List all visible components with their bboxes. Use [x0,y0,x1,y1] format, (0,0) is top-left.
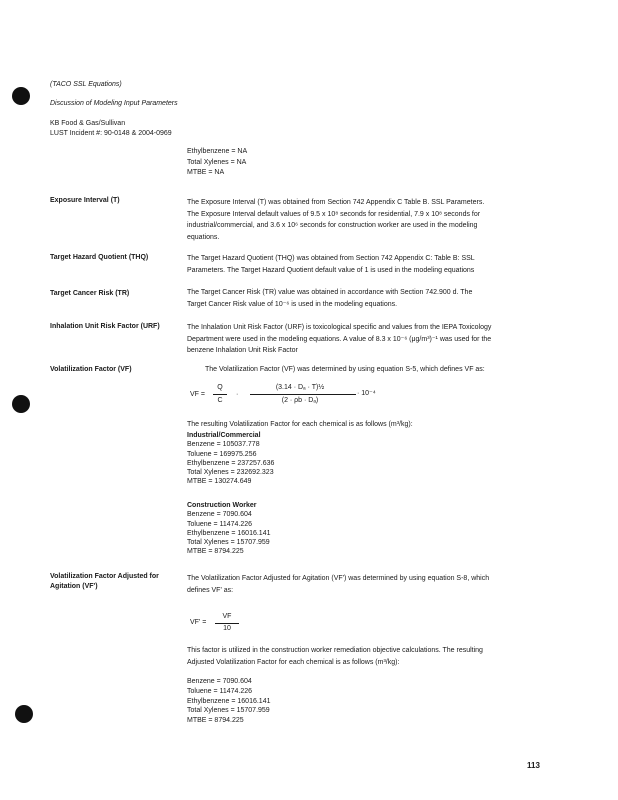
paragraph-line: The Target Cancer Risk (TR) value was obtained in accordance with Section 742.900 d. The [187,289,473,296]
paragraph-line: equations. [187,233,220,241]
vf-equation-dot: · [236,391,239,398]
list-item: MTBE = 8794.225 [187,548,244,556]
target-hazard-quotient-text [187,253,572,276]
paragraph-line: The Target Hazard Quotient (THQ) was obtained from Section 742 Appendix C: Table B: SSL [187,255,475,262]
vf-equation-q-bar [213,394,227,395]
vf-equation-fraction-bar [250,394,356,395]
paragraph-line: industrial/commercial, and 3.6 x 10⁶ seconds for construction worker are used in the modeling [187,222,478,229]
list-item: Benzene = 7090.604 [187,511,252,519]
list-item: Ethylbenzene = 237257.636 [187,459,275,467]
header-equations-title: (TACO SSL Equations) [50,81,122,88]
list-item: MTBE = NA [187,169,225,176]
list-item: Ethylbenzene = 16016.141 [187,529,271,537]
punch-hole-bottom [15,705,33,723]
vf-prime-equation-numerator: VF [222,613,232,620]
list-item: Toluene = 11474.226 [187,687,253,695]
list-item: MTBE = 8794.225 [187,717,244,725]
vf-equation-numerator: (3.14 · Dₐ · T)½ [275,384,325,391]
paragraph-line: Target Cancer Risk value of 10⁻⁶ is used in the modeling equations. [187,300,398,308]
vf-industrial-list [187,431,274,487]
list-item: Total Xylenes = 15707.959 [187,539,270,547]
page-number: 113 [527,761,540,770]
vf-resulting-text: The resulting Volatilization Factor for each chemical is as follows (m³/kg): [187,421,413,428]
paragraph-line: defines VF' as: [187,586,234,594]
vf-agitation-intro [187,573,572,596]
volatilization-factor-label: Volatilization Factor (VF) [50,366,132,373]
exposure-interval-text [187,197,572,243]
list-item: Ethylbenzene = 16016.141 [187,697,271,705]
header-site-name: KB Food & Gas/Sullivan [50,120,126,127]
target-hazard-quotient-label: Target Hazard Quotient (THQ) [50,254,149,261]
paragraph-line: The Volatilization Factor Adjusted for Agitation (VF') was determined by using equation S-8, which [187,575,490,582]
list-item: Benzene = 105037.778 [187,441,260,449]
vf-equation-lhs: VF = [190,391,205,398]
list-item: Total Xylenes = NA [187,158,247,166]
paragraph-line: benzene Inhalation Unit Risk Factor [187,347,298,354]
paragraph-line: Parameters. The Target Hazard Quotient default value of 1 is used in the modeling equations [187,266,475,274]
vf-agitation-label-line1: Volatilization Factor Adjusted for [50,573,159,580]
paragraph-line: Adjusted Volatilization Factor for each chemical is as follows (m³/kg): [187,658,400,666]
paragraph-line: This factor is utilized in the construction worker remediation objective calculations. The resulting [187,647,483,654]
vf-agitation-paragraph [187,645,572,668]
vf-prime-equation-lhs: VF' = [190,619,207,626]
vf-equation-denominator: (2 · ρb · Dₐ) [281,397,319,404]
list-item: Benzene = 7090.604 [187,678,252,685]
exposure-interval-label: Exposure Interval (T) [50,197,120,204]
continued-values-list [187,147,247,179]
target-cancer-risk-text [187,287,572,310]
vf-equation-q: Q [217,384,223,391]
volatilization-factor-intro: The Volatilization Factor (VF) was determined by using equation S-5, which defines VF as: [205,366,485,373]
paragraph-line: Department were used in the modeling equations. A value of 8.3 x 10⁻⁶ (μg/m³)⁻¹ was used for the [187,335,492,343]
paragraph-line: The Exposure Interval default values of 9.5 x 10⁸ seconds for residential, 7.9 x 10⁸ seconds for [187,210,481,218]
paragraph-line: The Inhalation Unit Risk Factor (URF) is toxicological specific and values from the IEPA Toxicology [187,324,492,331]
construction-heading: Construction Worker [187,502,257,509]
punch-hole-middle [12,395,30,413]
vf-prime-equation-denominator: 10 [223,625,231,632]
paragraph-line: The Exposure Interval (T) was obtained from Section 742 Appendix C Table B. SSL Parameters. [187,199,485,206]
list-item: Total Xylenes = 15707.959 [187,707,270,715]
list-item: MTBE = 130274.649 [187,478,252,486]
vf-construction-list [187,501,271,557]
inhalation-unit-risk-label: Inhalation Unit Risk Factor (URF) [50,323,160,330]
industrial-heading: Industrial/Commercial [187,432,261,439]
list-item: Toluene = 169975.256 [187,450,257,458]
list-item: Total Xylenes = 232692.323 [187,469,274,477]
vf-equation-tail: · 10⁻⁴ [357,390,376,397]
vf-equation-c: C [217,397,223,404]
header-incident-number: LUST Incident #: 90-0148 & 2004-0969 [50,130,172,137]
header-discussion-title: Discussion of Modeling Input Parameters [50,100,178,107]
vf-agitation-values-list [187,677,271,726]
target-cancer-risk-label: Target Cancer Risk (TR) [50,290,130,297]
vf-agitation-label-line2: Agitation (VF') [50,583,98,590]
list-item: Toluene = 11474.226 [187,520,253,528]
list-item: Ethylbenzene = NA [187,148,248,155]
punch-hole-top [12,87,30,105]
inhalation-unit-risk-text [187,322,572,357]
